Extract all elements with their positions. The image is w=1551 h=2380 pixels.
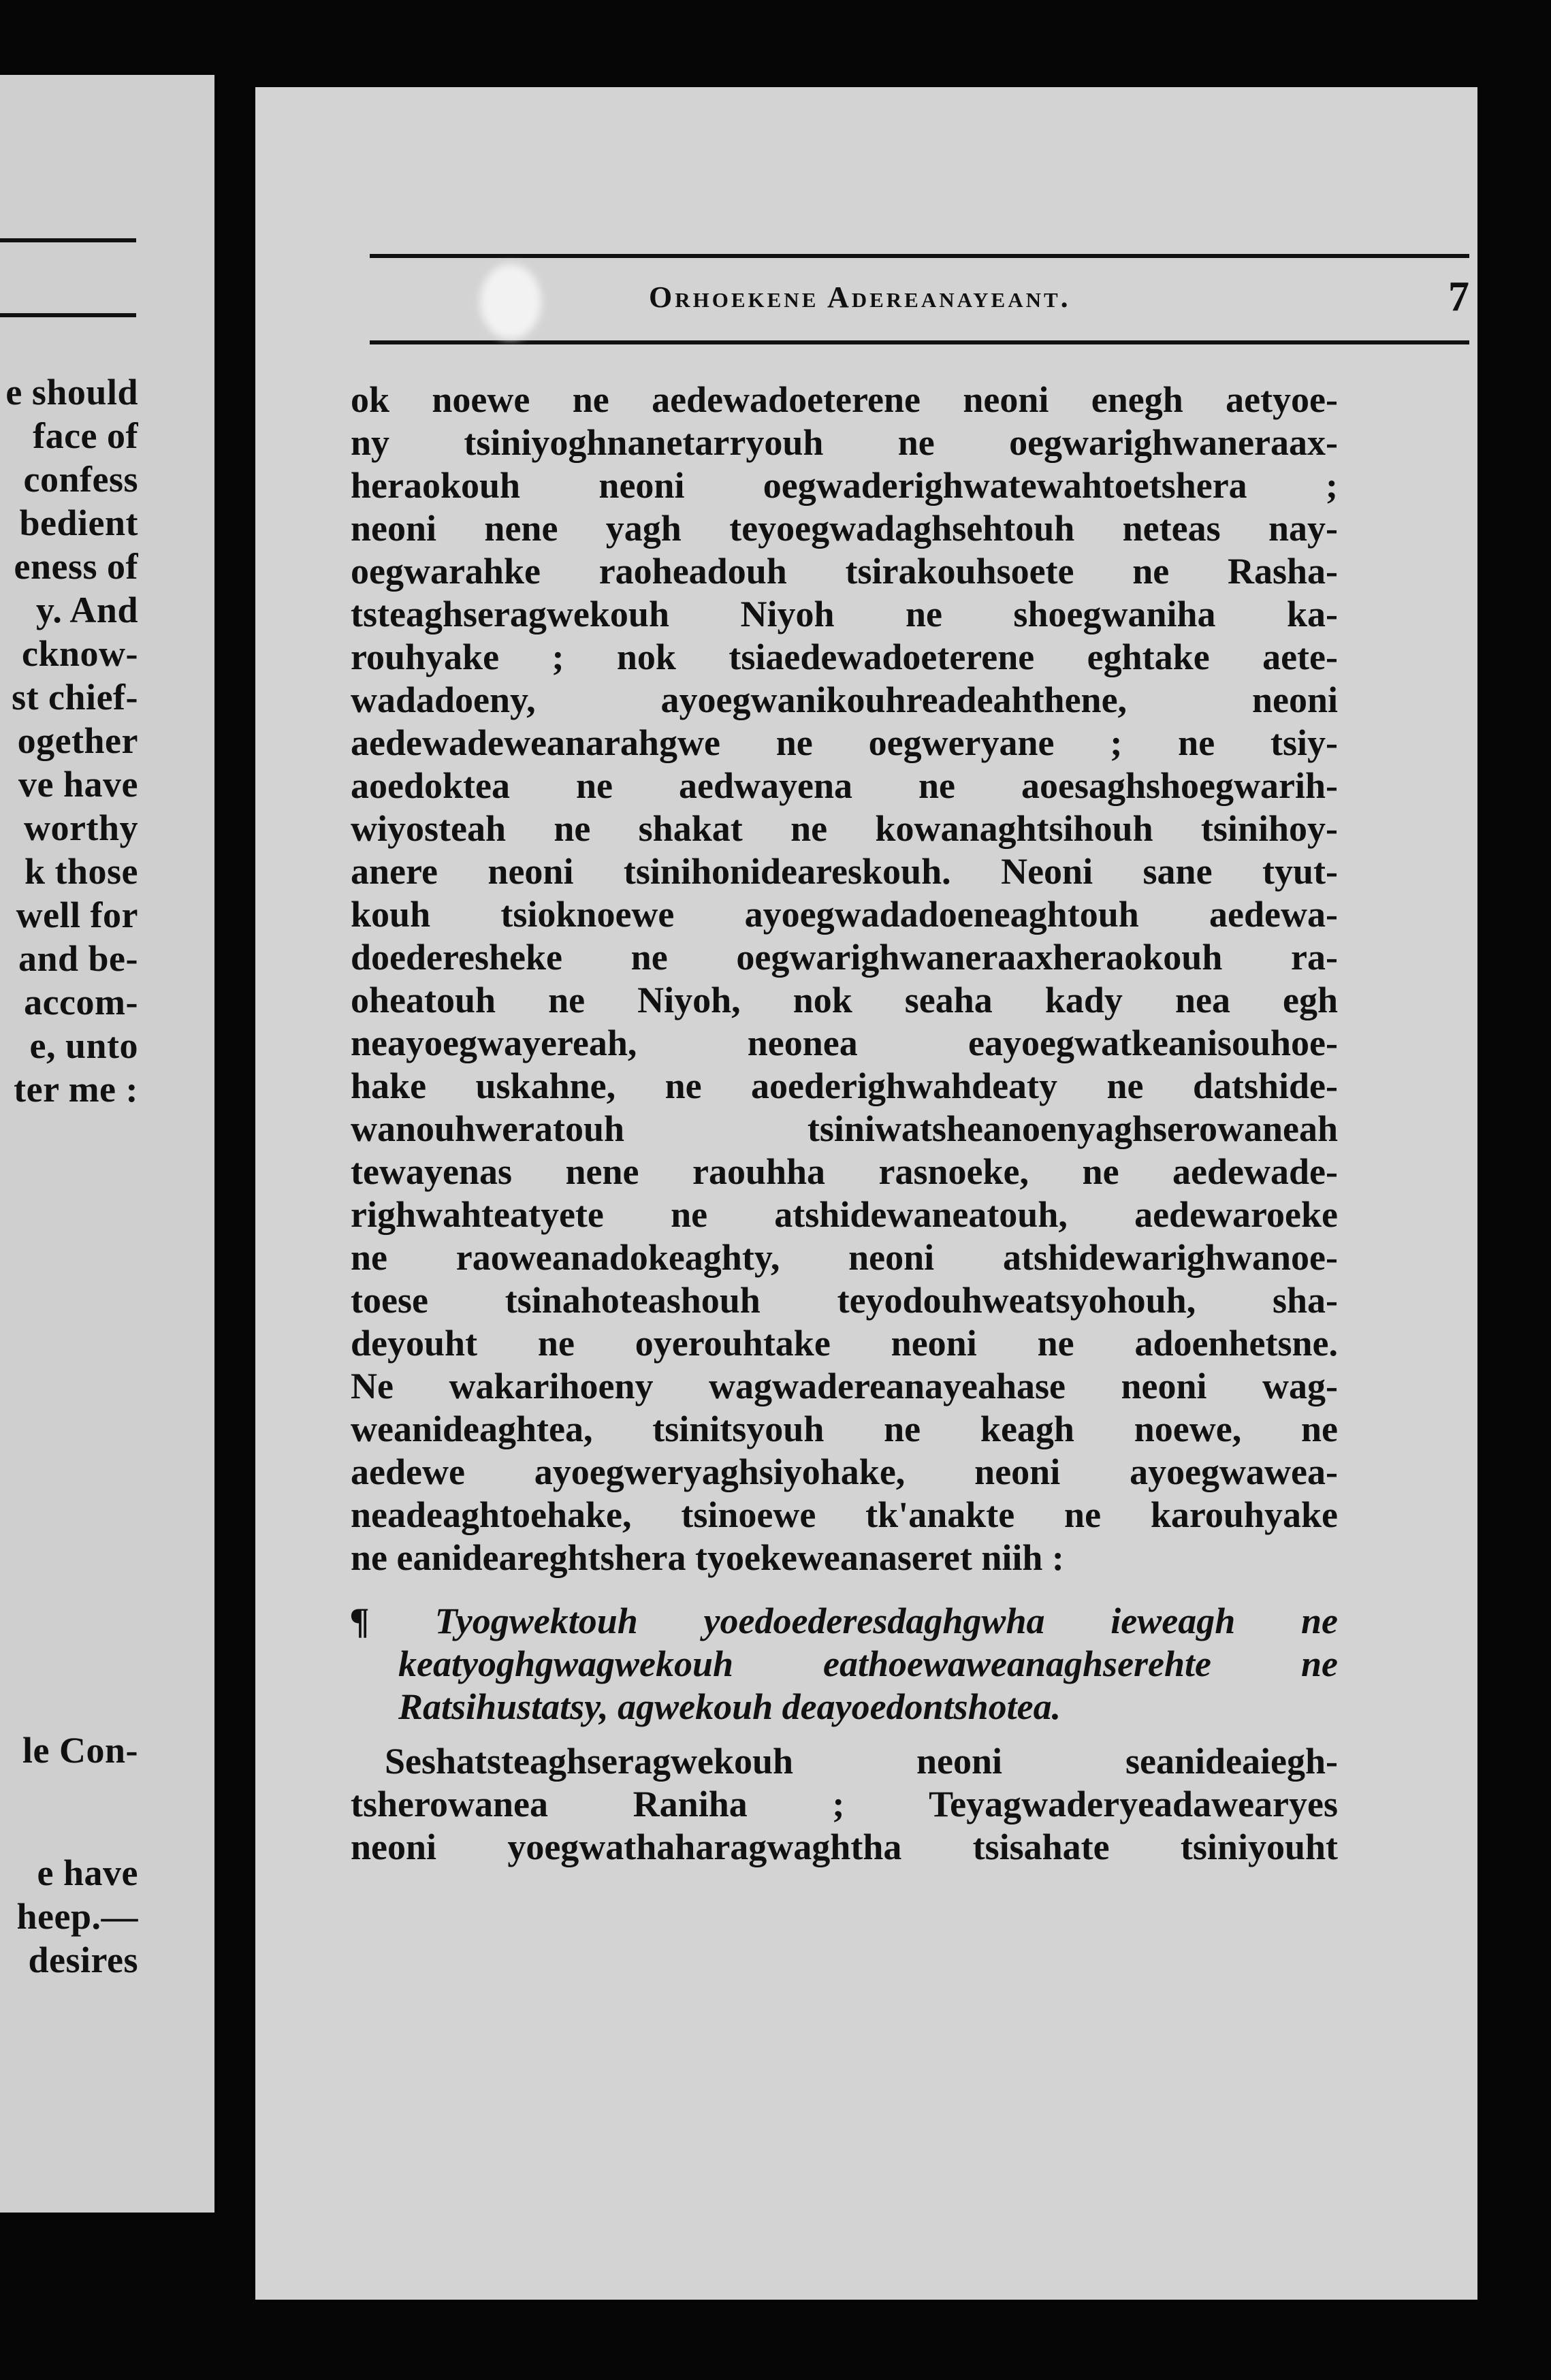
running-title: Orhoekene Adereanayeant. <box>649 280 1071 314</box>
main-page <box>255 87 1477 2300</box>
body-text-line: neoni yoegwathaharagwaghtha tsisahate tsiniyouht <box>351 1827 1338 1867</box>
page-number: 7 <box>1448 274 1469 320</box>
left-page-line: and be- <box>18 938 138 979</box>
left-page-line: well for <box>16 895 138 935</box>
body-text-line: neayoegwayereah, neonea eayoegwatkeanisouhoe- <box>351 1023 1338 1063</box>
left-page-line: e should <box>5 372 138 413</box>
left-page-line: e have <box>37 1852 138 1893</box>
body-text-line: ne eanideareghtshera tyoekeweanaseret niih : <box>351 1537 1064 1578</box>
body-text-line: Ne wakarihoeny wagwadereanayeahase neoni wag- <box>351 1366 1338 1406</box>
left-page-line: confess <box>23 459 138 500</box>
left-page-line: k those <box>24 851 138 892</box>
left-page-line: ter me : <box>14 1069 138 1110</box>
body-text-line: rouhyake ; nok tsiaedewadoeterene eghtake aete- <box>351 637 1338 677</box>
body-text-line: oheatouh ne Niyoh, nok seaha kady nea egh <box>351 980 1338 1020</box>
body-text-line: toese tsinahoteashouh teyodouhweatsyohouh, sha- <box>351 1280 1338 1321</box>
body-text-line: tewayenas nene raouhha rasnoeke, ne aedewade- <box>351 1151 1338 1192</box>
body-text-line: wadadoeny, ayoegwanikouhreadeahthene, neoni <box>351 679 1338 720</box>
body-text-line: Seshatsteaghseragwekouh neoni seanideaiegh- <box>385 1741 1338 1782</box>
body-text-line: weanideaghtea, tsinitsyouh ne keagh noewe, ne <box>351 1409 1338 1449</box>
body-text-line: righwahteatyete ne atshidewaneatouh, aedewaroeke <box>351 1194 1338 1235</box>
left-page-line: desires <box>28 1940 138 1980</box>
body-text-line: kouh tsioknoewe ayoegwadadoeneaghtouh aedewa- <box>351 894 1338 935</box>
left-page-line: accom- <box>24 982 138 1023</box>
left-page-fragment <box>0 75 214 2213</box>
body-text-line: anere neoni tsinihonideareskouh. Neoni sane tyut- <box>351 851 1338 892</box>
left-page-line: y. And <box>35 590 138 630</box>
body-text-line: ny tsiniyoghnanetarryouh ne oegwarighwaneraax- <box>351 422 1338 463</box>
left-page-line: eness of <box>14 546 138 587</box>
rubric-line: Ratsihustatsy, agwekouh deayoedontshotea. <box>398 1686 1061 1727</box>
left-page-rule-bottom <box>0 313 136 317</box>
body-text-line: doederesheke ne oegwarighwaneraaxheraokouh ra- <box>351 937 1338 978</box>
body-text-line: ne raoweanadokeaghty, neoni atshidewarighwanoe- <box>351 1237 1338 1278</box>
left-page-line: ve have <box>18 764 138 805</box>
body-text-line: deyouht ne oyerouhtake neoni ne adoenhetsne. <box>351 1323 1338 1364</box>
left-page-line: worthy <box>24 807 138 848</box>
left-page-line: heep.— <box>16 1896 138 1937</box>
header-rule-bottom <box>370 340 1469 344</box>
body-text-line: heraokouh neoni oegwaderighwatewahtoetshera ; <box>351 465 1338 506</box>
left-page-line: ogether <box>17 720 138 761</box>
body-text-line: wanouhweratouh tsiniwatsheanoenyaghserowaneah <box>351 1108 1338 1149</box>
body-text-line: aoedoktea ne aedwayena ne aoesaghshoegwarih- <box>351 765 1338 806</box>
body-text-line: aedewadeweanarahgwe ne oegweryane ; ne tsiy- <box>351 722 1338 763</box>
left-page-line: bedient <box>19 502 138 543</box>
body-text-line: wiyosteah ne shakat ne kowanaghtsihouh tsinihoy- <box>351 808 1338 849</box>
body-text-line: neoni nene yagh teyoegwadaghsehtouh neteas nay- <box>351 508 1338 549</box>
body-text-line: oegwarahke raoheadouh tsirakouhsoete ne Rasha- <box>351 551 1338 592</box>
left-page-line: le Con- <box>22 1730 138 1771</box>
left-page-line: cknow- <box>21 633 138 674</box>
header-rule-top <box>370 254 1469 258</box>
body-text-line: tsherowanea Raniha ; Teyagwaderyeadawearyes <box>351 1784 1338 1824</box>
rubric-line: ¶ Tyogwektouh yoedoederesdaghgwha ieweagh ne <box>351 1601 1338 1641</box>
body-text-line: aedewe ayoegweryaghsiyohake, neoni ayoegwawea- <box>351 1451 1338 1492</box>
body-text-line: ok noewe ne aedewadoeterene neoni enegh aetyoe- <box>351 379 1338 420</box>
body-text-line: hake uskahne, ne aoederighwahdeaty ne datshide- <box>351 1065 1338 1106</box>
left-page-line: face of <box>33 415 138 456</box>
left-page-line: st chief- <box>12 677 138 718</box>
ink-blot <box>480 264 541 339</box>
left-page-line: e, unto <box>29 1025 138 1066</box>
rubric-line: keatyoghgwagwekouh eathoewaweanaghserehte ne <box>398 1643 1338 1684</box>
body-text-line: neadeaghtoehake, tsinoewe tk'anakte ne karouhyake <box>351 1494 1338 1535</box>
body-text-line: tsteaghseragwekouh Niyoh ne shoegwaniha ka- <box>351 594 1338 634</box>
left-page-rule-top <box>0 238 136 242</box>
